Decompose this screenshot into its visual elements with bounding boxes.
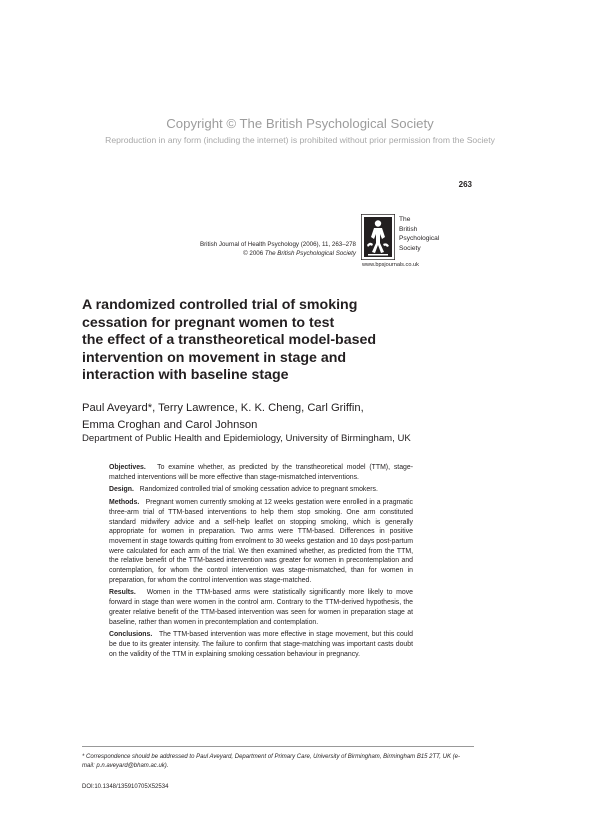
society-website: www.bpsjournals.co.uk xyxy=(362,262,419,268)
author-line: Paul Aveyard*, Terry Lawrence, K. K. Cheng, Carl Griffin, xyxy=(82,402,364,414)
title-line: cessation for pregnant women to test xyxy=(82,314,335,331)
page-number: 263 xyxy=(458,180,472,189)
author-line: Emma Croghan and Carol Johnson xyxy=(82,418,258,431)
title-line: intervention on movement in stage and xyxy=(82,349,347,366)
abstract-heading: Design. xyxy=(109,486,134,494)
doi: DOI:10.1348/135910705X52534 xyxy=(82,784,169,790)
journal-publisher: The British Psychological Society xyxy=(264,250,356,257)
abstract-heading: Results. xyxy=(109,589,136,597)
abstract xyxy=(109,463,413,662)
reproduction-notice: Reproduction in any form (including the internet) is prohibited without prior permission from the Society xyxy=(105,135,495,145)
journal-citation xyxy=(150,240,356,258)
correspondence-footnote: * Correspondence should be addressed to Paul Aveyard, Department of Primary Care, University of Birmingham, Birmingham B15 2TT, UK (e-mail: p.n.aveyard@bham.ac.uk). xyxy=(82,754,460,769)
abstract-text: To examine whether, as predicted by the transtheoretical model (TTM), stage-matched interventions will be more effective than stage-mismatched interventions. xyxy=(109,464,414,481)
title-line: A randomized controlled trial of smoking xyxy=(82,297,358,313)
abstract-heading: Objectives. xyxy=(109,464,146,471)
abstract-methods xyxy=(109,498,413,585)
abstract-design xyxy=(109,485,413,495)
title-line: the effect of a transtheoretical model-based xyxy=(82,332,377,349)
society-name-line: Society xyxy=(399,244,421,252)
abstract-objectives xyxy=(109,463,413,482)
article-title xyxy=(82,297,442,385)
society-logo-icon xyxy=(361,214,395,260)
society-name-line: British xyxy=(399,225,418,233)
abstract-text: Pregnant women currently smoking at 12 weeks gestation were enrolled in a pragmatic three-arm trial of TTM-based interventions to help them stop smoking. One arm constituted standard midwifery advice and a self-help leaflet on stopping smoking, which is generally appropriate for women in preparation. Two arms were TTM-based. Differences in positive movement in stage towards quitting from enrolment to 30 weeks gestation and 10 days post-partum were calculated for each arm of the trial. We then examined whether, as predicted from the TTM, the relative benefit of the TTM-based intervention was greater for women in precontemplation and contemplation, for whom the control intervention was stage-mismatched, than for women in preparation, for whom the control intervention was stage-matched. xyxy=(109,499,414,584)
abstract-conclusions xyxy=(109,630,413,659)
footnote-divider xyxy=(82,746,474,747)
society-name-line: The xyxy=(399,216,411,223)
abstract-text: Randomized controlled trial of smoking cessation advice to pregnant smokers. xyxy=(139,486,378,494)
abstract-text: The TTM-based intervention was more effective in stage movement, but this could be due to its greater intensity. The failure to confirm that stage-matching was important casts doubt on the validity of the TTM in explaining smoking cessation behaviour in pregnancy. xyxy=(109,631,413,658)
society-name-line: Psychological xyxy=(399,235,440,242)
society-name xyxy=(399,215,439,253)
abstract-text: Women in the TTM-based arms were statistically significantly more likely to move forward in stage than were women in the control arm. Contrary to the TTM-derived hypothesis, the greater relative benefit of the TTM-based intervention was seen for women in preparation stage at baseline, rather than women in precontemplation and contemplation. xyxy=(109,589,413,626)
journal-copyright-prefix: © 2006 xyxy=(243,250,265,257)
abstract-heading: Methods. xyxy=(109,499,140,507)
author-list xyxy=(82,400,502,433)
copyright-notice: Copyright © The British Psychological Society xyxy=(166,116,434,131)
journal-citation-line: British Journal of Health Psychology (2006), 11, 263–278 xyxy=(199,241,356,248)
title-line: interaction with baseline stage xyxy=(82,367,289,384)
journal-copyright-line xyxy=(150,249,356,258)
abstract-results xyxy=(109,588,413,627)
abstract-heading: Conclusions. xyxy=(109,631,153,639)
author-affiliation: Department of Public Health and Epidemiology, University of Birmingham, UK xyxy=(82,433,411,444)
